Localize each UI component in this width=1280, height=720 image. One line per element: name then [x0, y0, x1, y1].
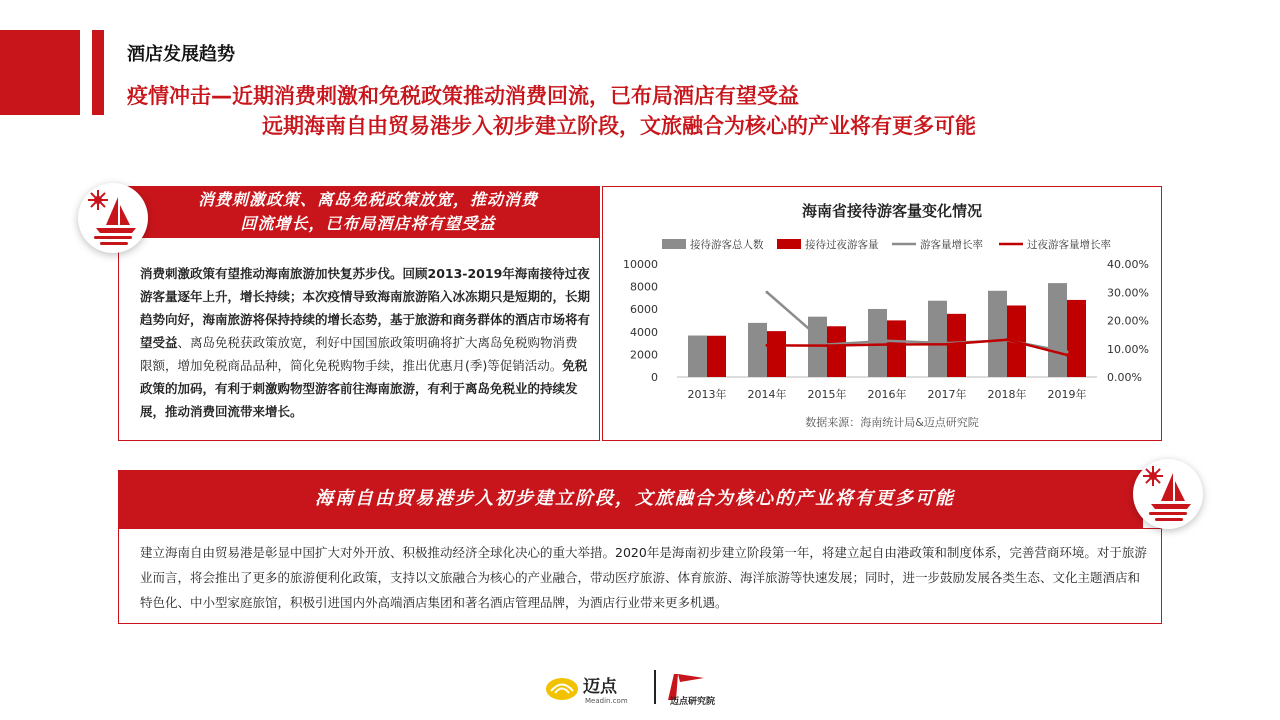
- x-tick-label: 2015年: [807, 388, 847, 401]
- line-point-overnight-growth: [766, 344, 769, 347]
- x-tick-label: 2018年: [987, 388, 1027, 401]
- meadin-logo: [545, 672, 650, 710]
- left-body-bold-1: 消费刺激政策有望推动海南旅游加快复苏步伐。回顾2013-2019年海南接待过夜游客量逐年上升，增长持续；本次疫情导致海南旅游陷入冰冻期只是短期的，长期趋势向好，海南旅游将保持持续的增长态势，基于旅游和商务群体的酒店市场将有望受益: [140, 266, 591, 350]
- line-point-visitor-growth: [766, 291, 769, 294]
- bar-total-visitors: [748, 323, 767, 377]
- y-right-tick-label: 30.00%: [1107, 286, 1149, 300]
- bar-overnight-visitors: [827, 326, 846, 377]
- bar-overnight-visitors: [947, 314, 966, 377]
- brand-domain: Meadin.com: [585, 697, 628, 705]
- line-point-overnight-growth: [946, 343, 949, 346]
- left-panel-body: [140, 262, 590, 423]
- y-left-tick-label: 6000: [630, 303, 658, 317]
- y-right-tick-label: 10.00%: [1107, 342, 1149, 356]
- section-label: 酒店发展趋势: [127, 44, 235, 65]
- sailboat-emblem-right: [1133, 459, 1203, 529]
- x-tick-label: 2017年: [927, 388, 967, 401]
- sailboat-emblem-left: [78, 183, 148, 253]
- headline-line-1: 疫情冲击—近期消费刺激和免税政策推动消费回流，已布局酒店有望受益: [127, 84, 799, 108]
- line-point-overnight-growth: [1006, 338, 1009, 341]
- bar-total-visitors: [988, 291, 1007, 377]
- brand-name: 迈点: [583, 677, 617, 697]
- line-point-overnight-growth: [826, 344, 829, 347]
- meadin-logo-icon: [545, 672, 650, 706]
- title-accent-bar: [92, 30, 104, 115]
- y-right-tick-label: 20.00%: [1107, 314, 1149, 328]
- legend-label: 游客量增长率: [920, 239, 983, 251]
- x-tick-label: 2019年: [1047, 388, 1087, 401]
- institute-logo-icon: [664, 670, 736, 706]
- y-left-tick-label: 0: [651, 371, 658, 384]
- bar-overnight-visitors: [707, 336, 726, 377]
- line-point-visitor-growth: [886, 339, 889, 342]
- y-left-tick-label: 8000: [630, 280, 658, 294]
- y-left-tick-label: 10000: [623, 258, 658, 271]
- left-banner-text: [148, 188, 588, 236]
- line-point-overnight-growth: [1066, 353, 1069, 356]
- x-tick-label: 2013年: [687, 388, 727, 401]
- bar-total-visitors: [928, 301, 947, 377]
- institute-logo: [664, 670, 736, 710]
- bar-total-visitors: [688, 336, 707, 377]
- left-body-bold-2: 免税政策的加码，有利于刺激购物型游客前往海南旅游，有利于离岛免税业的持续发展，推动消费回流带来增长。: [140, 358, 588, 419]
- line-point-overnight-growth: [886, 343, 889, 346]
- bottom-panel-body: 建立海南自由贸易港是彰显中国扩大对外开放、积极推动经济全球化决心的重大举措。2020年是海南初步建立阶段第一年，将建立起自由港政策和制度体系，完善营商环境。对于旅游业而言，将会推出了更多的旅游便利化政策，支持以文旅融合为核心的产业融合，带动医疗旅游、体育旅游、海洋旅游等快速发展；同时，进一步鼓励发展各类生态、文化主题酒店和特色化、中小型家庭旅馆，积极引进国内外高端酒店集团和著名酒店管理品牌，为酒店行业带来更多机遇。: [140, 545, 1147, 610]
- x-tick-label: 2014年: [747, 388, 787, 401]
- bar-total-visitors: [1048, 283, 1067, 377]
- line-point-visitor-growth: [1066, 350, 1069, 353]
- legend-label: 接待游客总人数: [690, 239, 764, 251]
- left-banner-line-1: 消费刺激政策、离岛免税政策放宽，推动消费: [197, 190, 538, 209]
- left-banner-line-2: 回流增长，已布局酒店将有望受益: [240, 214, 496, 233]
- sailboat-icon: [1133, 459, 1203, 529]
- visitor-chart: [602, 186, 1162, 441]
- legend-swatch: [662, 239, 686, 249]
- x-tick-label: 2016年: [867, 388, 907, 401]
- institute-name: 迈点研究院: [670, 697, 716, 706]
- y-left-tick-label: 2000: [630, 348, 658, 362]
- headline-line-2: 远期海南自由贸易港步入初步建立阶段，文旅融合为核心的产业将有更多可能: [262, 114, 976, 138]
- sailboat-icon: [78, 183, 148, 253]
- bar-overnight-visitors: [767, 331, 786, 377]
- chart-title: 海南省接待游客量变化情况: [801, 202, 983, 220]
- y-right-tick-label: 0.00%: [1107, 371, 1142, 384]
- corner-accent-block: [0, 30, 80, 115]
- y-left-tick-label: 4000: [630, 325, 658, 339]
- chart-source: 数据来源：海南统计局&迈点研究院: [805, 416, 979, 429]
- y-right-tick-label: 40.00%: [1107, 258, 1149, 271]
- chart-legend: [662, 238, 1111, 251]
- legend-swatch: [777, 239, 801, 249]
- legend-label: 过夜游客量增长率: [1027, 239, 1111, 251]
- footer-divider: [654, 670, 656, 704]
- left-body-normal: 、离岛免税获政策放宽，利好中国国旅政策明确将扩大离岛免税购物消费限额，增加免税商品品种，简化免税购物手续，推出优惠月(季)等促销活动。: [140, 335, 578, 373]
- bar-overnight-visitors: [1067, 300, 1086, 377]
- bar-overnight-visitors: [887, 320, 906, 377]
- chart-bars: [688, 283, 1086, 377]
- legend-label: 接待过夜游客量: [805, 239, 879, 251]
- bottom-banner-text: 海南自由贸易港步入初步建立阶段，文旅融合为核心的产业将有更多可能: [315, 488, 955, 509]
